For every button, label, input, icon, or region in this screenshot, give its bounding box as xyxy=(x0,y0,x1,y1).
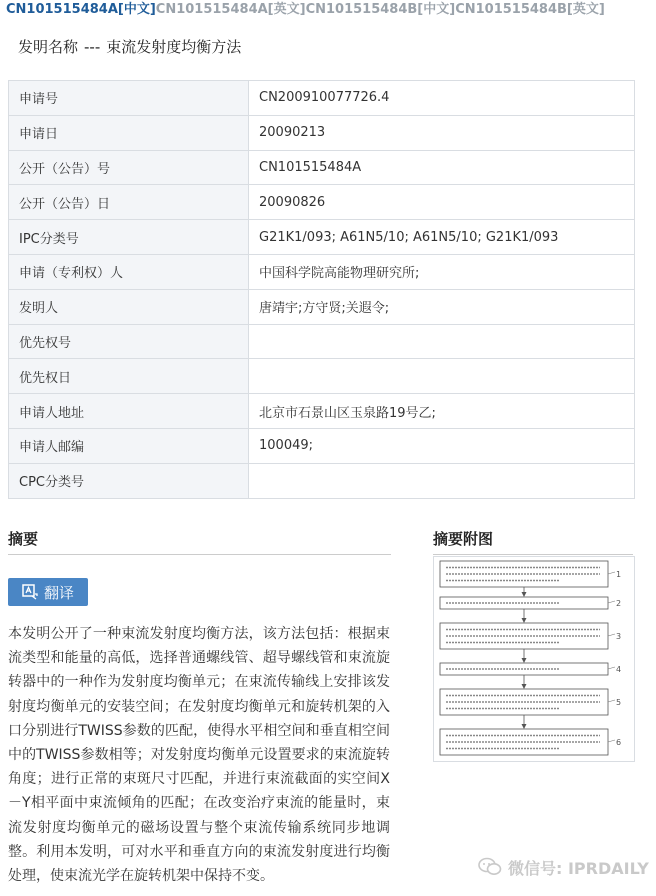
tab-cn-b-zh[interactable]: CN101515484B[中文] xyxy=(305,2,456,17)
flowchart-arrowhead xyxy=(522,724,527,729)
tab-cn-a-en[interactable]: CN101515484A[英文] xyxy=(155,2,306,17)
flowchart-arrowhead xyxy=(522,618,527,623)
info-key: 申请号 xyxy=(9,81,249,116)
flowchart-step-number: 3 xyxy=(616,632,622,641)
watermark-text: 微信号: IPRDAILY xyxy=(508,858,649,878)
info-key: 申请日 xyxy=(9,115,249,150)
translate-label: 翻译 xyxy=(43,583,74,602)
page-title xyxy=(18,36,241,57)
info-value xyxy=(249,359,635,394)
wechat-icon xyxy=(478,856,502,878)
info-value: G21K1/093; A61N5/10; A61N5/10; G21K1/093 xyxy=(249,220,635,255)
info-value: 北京市石景山区玉泉路19号乙; xyxy=(249,394,635,429)
bibliographic-table xyxy=(8,80,635,499)
info-key: CPC分类号 xyxy=(9,463,249,498)
info-key: 公开（公告）日 xyxy=(9,185,249,220)
figure-heading: 摘要附图 xyxy=(433,528,633,555)
translate-icon xyxy=(22,584,38,600)
info-key: 优先权号 xyxy=(9,324,249,359)
info-row xyxy=(9,220,635,255)
flowchart-step-number: 5 xyxy=(616,698,622,707)
title-value: 束流发射度均衡方法 xyxy=(106,38,242,56)
tab-cn-b-en[interactable]: CN101515484B[英文] xyxy=(455,2,605,17)
info-row xyxy=(9,150,635,185)
flowchart-step-number: 4 xyxy=(616,665,622,674)
title-separator: --- xyxy=(84,38,101,56)
info-value: 20090213 xyxy=(249,115,635,150)
translate-button[interactable] xyxy=(8,578,88,606)
abstract-heading: 摘要 xyxy=(8,528,391,555)
info-value: 100049; xyxy=(249,428,635,463)
language-tabs xyxy=(0,0,656,22)
flowchart-leader-line xyxy=(608,572,615,574)
info-row xyxy=(9,324,635,359)
info-key: IPC分类号 xyxy=(9,220,249,255)
flowchart-step-number: 1 xyxy=(616,570,622,579)
info-key: 申请人邮编 xyxy=(9,428,249,463)
tab-cn-a-zh[interactable]: CN101515484A[中文] xyxy=(6,2,156,17)
wechat-watermark xyxy=(478,852,649,882)
info-row xyxy=(9,81,635,116)
flowchart-step-number: 2 xyxy=(616,599,622,608)
flowchart-figure xyxy=(434,557,634,761)
info-key: 公开（公告）号 xyxy=(9,150,249,185)
info-row xyxy=(9,428,635,463)
info-value: CN101515484A xyxy=(249,150,635,185)
info-value: 唐靖宇;方守贤;关遐令; xyxy=(249,289,635,324)
info-row xyxy=(9,289,635,324)
info-key: 优先权日 xyxy=(9,359,249,394)
info-row xyxy=(9,359,635,394)
info-value xyxy=(249,463,635,498)
abstract-text: 本发明公开了一种束流发射度均衡方法，该方法包括：根据束流类型和能量的高低，选择普通螺线管、超导螺线管和束流旋转器中的一种作为发射度均衡单元；在束流传输线上安排该发射度均衡单元的安装空间；在发射度均衡单元和旋转机架的入口分别进行TWISS参数的匹配，使得水平相空间和垂直相空间中的TWISS参数相等；对发射度均衡单元设置要求的束流旋转角度；进行正常的束斑尺寸匹配，并进行束流截面的实空间X－Y相平面中束流倾角的匹配；在改变治疗束流的能量时，束流发射度均衡单元的磁场设置与整个束流传输系统同步地调整。利用本发明，可对水平和垂直方向的束流发射度进行均衡处理，使束流光学在旋转机架中保持不变。 xyxy=(8,626,390,885)
info-value: CN200910077726.4 xyxy=(249,81,635,116)
flowchart-arrowhead xyxy=(522,684,527,689)
info-value: 中国科学院高能物理研究所; xyxy=(249,254,635,289)
info-value xyxy=(249,324,635,359)
title-label: 发明名称 xyxy=(18,38,79,56)
flowchart-leader-line xyxy=(608,601,615,603)
flowchart-leader-line xyxy=(608,634,615,636)
info-key: 发明人 xyxy=(9,289,249,324)
flowchart-arrowhead xyxy=(522,658,527,663)
flowchart-leader-line xyxy=(608,700,615,702)
info-row xyxy=(9,463,635,498)
info-key: 申请人地址 xyxy=(9,394,249,429)
flowchart-leader-line xyxy=(608,740,615,742)
info-row xyxy=(9,185,635,220)
info-row xyxy=(9,115,635,150)
info-row xyxy=(9,254,635,289)
flowchart-arrowhead xyxy=(522,592,527,597)
info-row xyxy=(9,394,635,429)
flowchart-leader-line xyxy=(608,667,615,669)
info-value: 20090826 xyxy=(249,185,635,220)
flowchart-step-number: 6 xyxy=(616,738,622,747)
abstract-figure[interactable] xyxy=(433,556,635,762)
info-key: 申请（专利权）人 xyxy=(9,254,249,289)
